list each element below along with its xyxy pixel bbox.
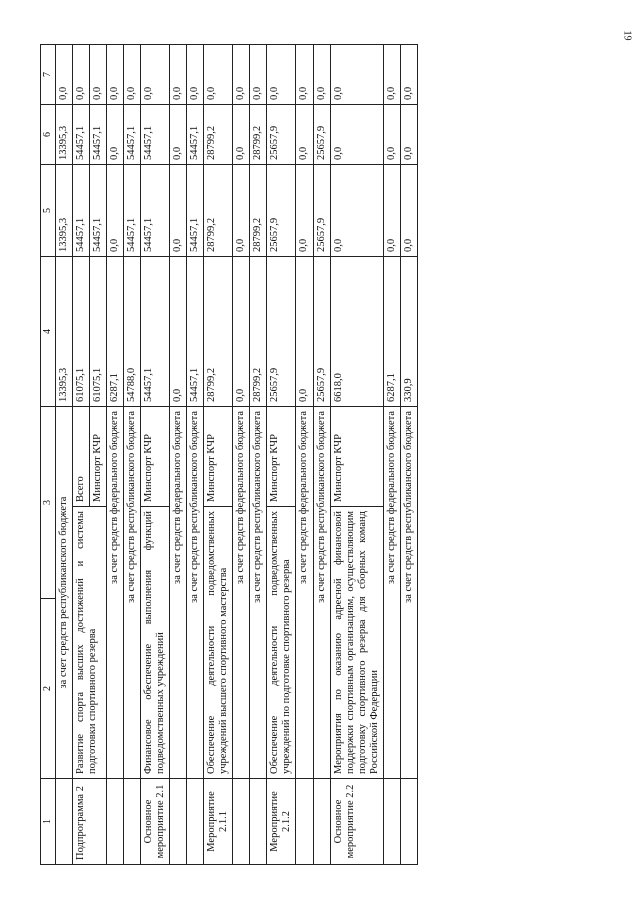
value-cell: 0,0 [140,45,169,105]
table-row [383,45,400,865]
value-cell: 0,0 [169,257,186,407]
value-cell: 28799,2 [204,257,233,407]
value-cell: 25657,9 [267,165,296,257]
table-row [140,45,169,865]
value-cell: 25657,9 [313,105,330,165]
program-code: Основное мероприятие 2.1 [140,779,169,865]
header-cell: 4 [41,257,56,407]
value-cell: 13395,3 [55,257,72,407]
value-cell: 0,0 [233,257,250,407]
value-cell: 0,0 [400,165,417,257]
value-cell: 6287,1 [106,257,123,407]
program-description: Финансовое обеспечение выполнения функций подведомственных учреждений [140,507,169,779]
funding-source: за счет средств республиканского бюджета [400,407,417,779]
value-cell: 0,0 [296,105,313,165]
budget-table-page [40,45,600,865]
value-cell: 28799,2 [250,105,267,165]
value-cell: 0,0 [106,45,123,105]
funding-source: за счет средств федерального бюджета [383,407,400,779]
table-row [313,45,330,865]
value-cell: 0,0 [296,165,313,257]
funding-source: за счет средств республиканского бюджета [250,407,267,779]
table-row [123,45,140,865]
table-row [250,45,267,865]
value-cell: 0,0 [330,165,383,257]
value-cell: 28799,2 [250,257,267,407]
program-code: Основное мероприятие 2.2 [330,779,383,865]
value-cell: 0,0 [400,105,417,165]
value-cell: 13395,3 [55,165,72,257]
value-cell: 0,0 [89,45,106,105]
table-row [296,45,313,865]
value-cell: 54457,1 [72,165,89,257]
table-row [106,45,123,865]
value-cell: 0,0 [313,45,330,105]
header-cell: 2 [41,599,56,779]
value-cell: 0,0 [250,45,267,105]
program-code: Подпрограмма 2 [72,779,106,865]
value-cell: 0,0 [383,105,400,165]
value-cell: 28799,2 [204,105,233,165]
value-cell: 54457,1 [123,105,140,165]
value-cell: 54457,1 [187,165,204,257]
funding-source: за счет средств республиканского бюджета [187,407,204,779]
value-cell: 0,0 [72,45,89,105]
value-cell: 61075,1 [89,257,106,407]
funding-source: за счет средств республиканского бюджета [55,407,72,779]
value-cell: 54457,1 [72,105,89,165]
executor: Минспорт КЧР [140,407,169,507]
executor: Минспорт КЧР [89,407,106,507]
program-description: Мероприятия по оказанию адресной финансовой поддержки спортивным организациям, осуществляющим подготовку спортивного резерва для сборных команд Российской Федерации [330,507,383,779]
value-cell: 54457,1 [187,257,204,407]
funding-source: за счет средств республиканского бюджета [123,407,140,779]
value-cell: 0,0 [169,45,186,105]
funding-source: за счет средств федерального бюджета [296,407,313,779]
value-cell: 330,9 [400,257,417,407]
table-row [55,45,72,865]
value-cell: 0,0 [400,45,417,105]
value-cell: 61075,1 [72,257,89,407]
value-cell: 25657,9 [267,257,296,407]
executor: Минспорт КЧР [330,407,383,507]
value-cell: 54457,1 [140,105,169,165]
value-cell: 0,0 [296,45,313,105]
value-cell: 28799,2 [204,165,233,257]
value-cell: 6287,1 [383,257,400,407]
value-cell: 54788,0 [123,257,140,407]
value-cell: 54457,1 [140,165,169,257]
table-row [169,45,186,865]
table-row [330,45,383,865]
program-code: Мероприятие 2.1.1 [204,779,233,865]
header-row [41,45,56,865]
table-row [400,45,417,865]
page-number: 19 [621,30,633,41]
value-cell: 0,0 [55,45,72,105]
program-description: Развитие спорта высших достижений и системы подготовки спортивного резерва [72,507,106,779]
value-cell: 54457,1 [89,105,106,165]
header-cell: 5 [41,165,56,257]
table-row [233,45,250,865]
value-cell: 25657,9 [267,105,296,165]
header-cell: 1 [41,779,56,865]
funding-source: за счет средств федерального бюджета [169,407,186,779]
value-cell: 0,0 [296,257,313,407]
program-code: Мероприятие 2.1.2 [267,779,296,865]
value-cell: 0,0 [204,45,233,105]
value-cell: 0,0 [233,105,250,165]
value-cell: 54457,1 [187,105,204,165]
value-cell: 0,0 [169,105,186,165]
value-cell: 28799,2 [250,165,267,257]
value-cell: 0,0 [233,45,250,105]
value-cell: 0,0 [233,165,250,257]
value-cell: 13395,3 [55,105,72,165]
table-row [187,45,204,865]
funding-source: за счет средств федерального бюджета [233,407,250,779]
executor: Минспорт КЧР [267,407,296,507]
funding-source: за счет средств федерального бюджета [106,407,123,779]
value-cell: 0,0 [330,105,383,165]
header-cell: 7 [41,45,56,105]
value-cell: 25657,9 [313,257,330,407]
program-description: Обеспечение деятельности подведомственных учреждений высшего спортивного мастерства [204,507,233,779]
table-row [204,45,233,865]
executor: Минспорт КЧР [204,407,233,507]
table-row [72,45,89,865]
value-cell: 0,0 [169,165,186,257]
table-row [267,45,296,865]
funding-source: за счет средств республиканского бюджета [313,407,330,779]
value-cell: 0,0 [383,165,400,257]
value-cell: 0,0 [383,45,400,105]
header-cell: 6 [41,105,56,165]
value-cell: 0,0 [123,45,140,105]
value-cell: 0,0 [106,165,123,257]
value-cell: 6618,0 [330,257,383,407]
executor: Всего [72,407,89,507]
value-cell: 54457,1 [89,165,106,257]
budget-table [40,44,418,865]
value-cell: 0,0 [106,105,123,165]
header-cell: 3 [41,407,56,599]
value-cell: 54457,1 [140,257,169,407]
value-cell: 0,0 [187,45,204,105]
program-description: Обеспечение деятельности подведомственных учреждений по подготовке спортивного резерва [267,507,296,779]
value-cell: 54457,1 [123,165,140,257]
value-cell: 0,0 [330,45,383,105]
value-cell: 25657,9 [313,165,330,257]
value-cell: 0,0 [267,45,296,105]
